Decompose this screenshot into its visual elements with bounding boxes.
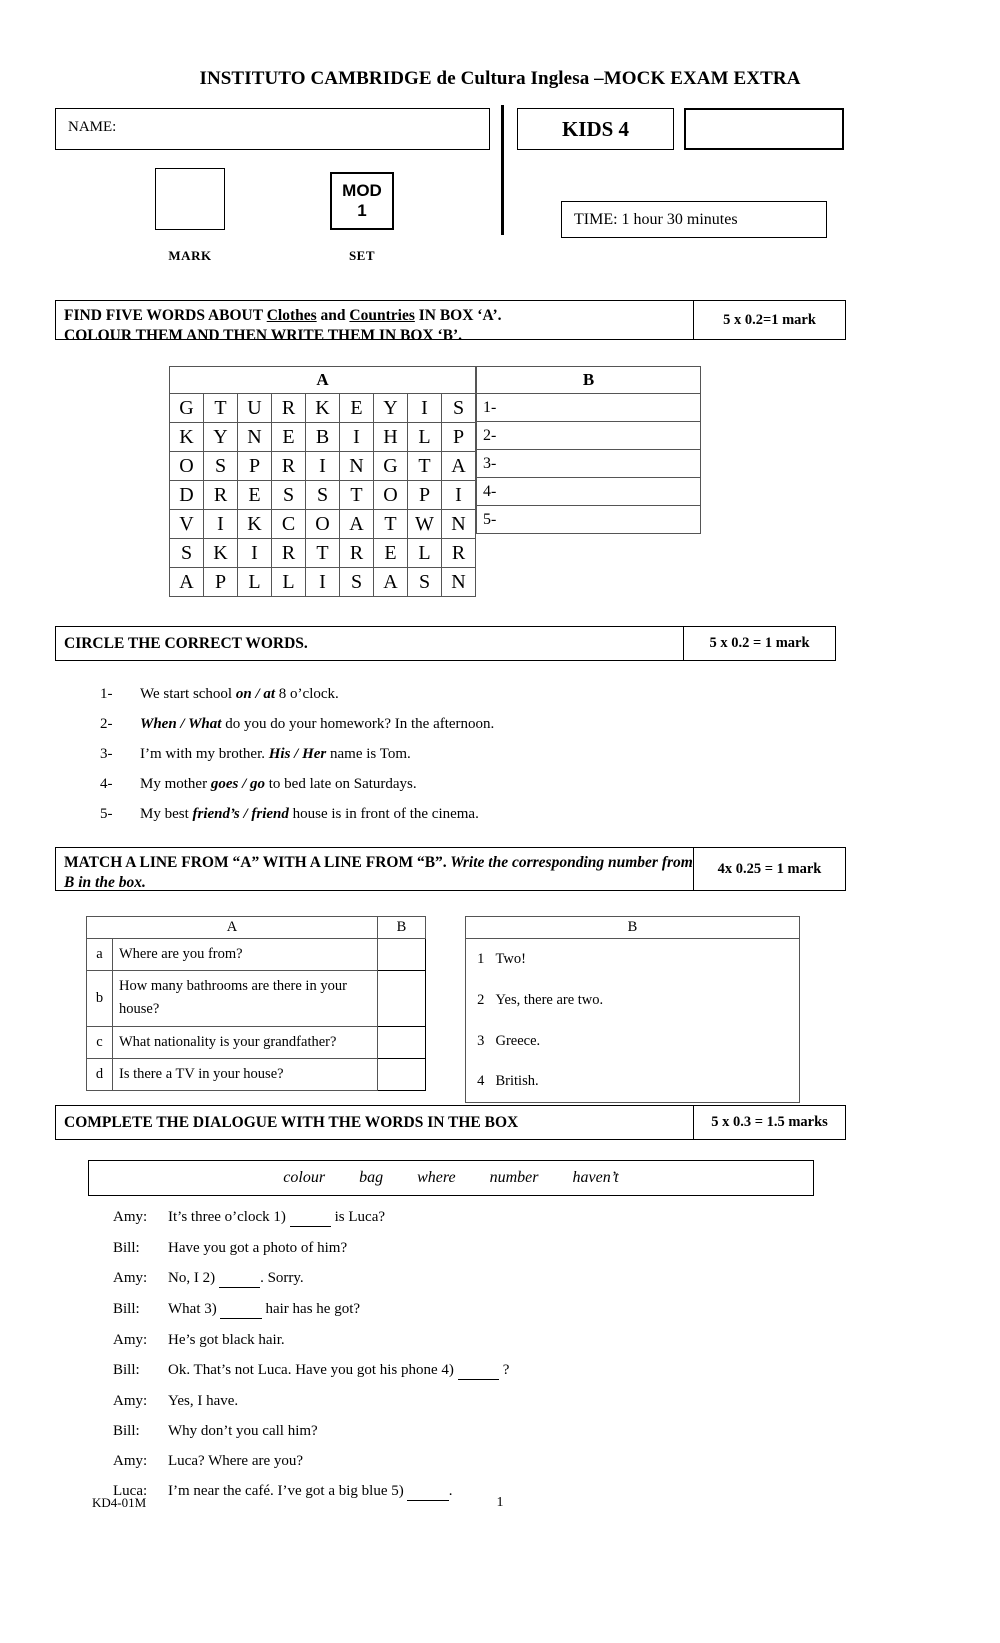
match-option-text: Greece. xyxy=(496,1021,800,1062)
word-search-cell[interactable]: E xyxy=(238,481,272,510)
word-search-cell[interactable]: A xyxy=(442,452,476,481)
dialogue-speaker: Bill: xyxy=(113,1240,140,1256)
word-search-row xyxy=(170,481,476,510)
dialogue-text-before: Have you got a photo of him? xyxy=(168,1240,348,1256)
word-search-cell[interactable]: T xyxy=(408,452,442,481)
dialogue-line xyxy=(113,1239,913,1257)
level-label: KIDS 4 xyxy=(561,116,630,141)
circle-item xyxy=(100,805,800,823)
box-b-row[interactable] xyxy=(477,478,701,506)
word-search-cell[interactable]: G xyxy=(170,394,204,423)
ex1-line1-part-e: IN BOX ‘A’. xyxy=(414,307,502,324)
dialogue-text-before: Luca? Where are you? xyxy=(168,1453,304,1469)
table-row xyxy=(87,939,426,971)
word-search-cell[interactable]: P xyxy=(238,452,272,481)
word-search-cell[interactable]: V xyxy=(170,510,204,539)
box-b-row[interactable] xyxy=(477,422,701,450)
dialogue-line xyxy=(113,1422,913,1440)
dialogue-text-before: What 3) xyxy=(168,1301,221,1317)
dialogue-speaker: Amy: xyxy=(113,1453,148,1469)
word-search-cell[interactable]: K xyxy=(170,423,204,452)
word-search-cell[interactable]: N xyxy=(442,568,476,597)
box-b-answer-line[interactable]: 5- xyxy=(477,506,701,534)
mark-caption: MARK xyxy=(168,248,212,263)
word-search-cell[interactable]: A xyxy=(340,510,374,539)
match-table-b-container xyxy=(465,916,800,1103)
box-b-table[interactable] xyxy=(476,366,701,534)
dialogue-text-after: is Luca? xyxy=(330,1209,386,1225)
word-search-cell[interactable]: Y xyxy=(204,423,238,452)
dialogue-line xyxy=(113,1331,913,1349)
circle-item-before: We start school xyxy=(140,686,236,702)
word-search-cell[interactable]: L xyxy=(238,568,272,597)
word-search-cell[interactable]: N xyxy=(238,423,272,452)
match-row-letter: c xyxy=(87,1026,113,1058)
word-search-cell[interactable]: Y xyxy=(374,394,408,423)
match-option-number: 1 xyxy=(466,939,496,980)
word-search-cell[interactable]: S xyxy=(408,568,442,597)
word-search-cell[interactable]: G xyxy=(374,452,408,481)
word-search-cell[interactable]: I xyxy=(408,394,442,423)
circle-item-choice[interactable]: When / What xyxy=(140,716,222,732)
table-row xyxy=(466,939,800,980)
box-b-container xyxy=(476,366,701,534)
dialogue-text xyxy=(168,1269,304,1288)
header-vertical-divider xyxy=(501,105,504,235)
dialogue-text xyxy=(168,1392,238,1410)
level-box xyxy=(517,108,674,150)
exercise-2-items xyxy=(100,685,800,835)
word-search-cell[interactable]: S xyxy=(340,568,374,597)
exercise-2-marks: 5 x 0.2 = 1 mark xyxy=(683,627,835,660)
ex3-instruction-italic: Write the corresponding number from B in the box. xyxy=(64,854,693,891)
match-table-a-container xyxy=(86,916,426,1091)
dialogue-text xyxy=(168,1208,385,1227)
exercise-1-instruction-bar xyxy=(55,300,846,344)
word-search-cell[interactable]: R xyxy=(442,539,476,568)
word-search-cell[interactable]: I xyxy=(204,510,238,539)
circle-item-choice[interactable]: His / Her xyxy=(268,746,327,762)
circle-item xyxy=(100,685,800,703)
dialogue-speaker: Amy: xyxy=(113,1209,148,1225)
circle-item-text xyxy=(140,775,417,793)
circle-item xyxy=(100,715,800,733)
word-search-row xyxy=(170,423,476,452)
word-search-body xyxy=(170,394,476,597)
dialogue-text xyxy=(168,1331,285,1349)
circle-item-text xyxy=(140,745,411,763)
word-search-cell[interactable]: W xyxy=(408,510,442,539)
word-search-cell[interactable]: R xyxy=(272,539,306,568)
box-b-row[interactable] xyxy=(477,394,701,422)
match-row-letter: b xyxy=(87,971,113,1026)
match-table-b-header: B xyxy=(466,917,800,939)
word-search-cell[interactable]: A xyxy=(374,568,408,597)
circle-item-before: My mother xyxy=(140,776,211,792)
ex1-keyword-countries: Countries xyxy=(349,307,415,324)
match-row-question: Where are you from? xyxy=(113,939,378,971)
circle-item-after: do you do your homework? In the afternoon. xyxy=(221,716,495,732)
circle-item-after: to bed late on Saturdays. xyxy=(265,776,417,792)
word-search-cell[interactable]: I xyxy=(238,539,272,568)
circle-item-after: 8 o’clock. xyxy=(275,686,339,702)
match-option-number: 2 xyxy=(466,980,496,1021)
dialogue-speaker: Bill: xyxy=(113,1423,140,1439)
name-label: NAME: xyxy=(68,119,117,135)
match-row-answer-box[interactable] xyxy=(378,939,426,971)
match-row-letter: a xyxy=(87,939,113,971)
word-search-cell[interactable]: E xyxy=(272,423,306,452)
match-option-number: 3 xyxy=(466,1021,496,1062)
exercise-1-marks: 5 x 0.2=1 mark xyxy=(693,301,845,339)
dialogue-line xyxy=(113,1208,913,1227)
dialogue-text xyxy=(168,1361,509,1380)
dialogue-speaker: Bill: xyxy=(113,1301,140,1317)
footer-page-number: 1 xyxy=(496,1495,504,1510)
table-row xyxy=(87,1058,426,1090)
mod-box xyxy=(330,172,394,230)
word-search-cell[interactable]: S xyxy=(170,539,204,568)
match-row-answer-box[interactable] xyxy=(378,971,426,1026)
match-row-answer-box[interactable] xyxy=(378,1058,426,1090)
word-search-cell[interactable]: L xyxy=(408,539,442,568)
word-search-cell[interactable]: N xyxy=(340,452,374,481)
word-search-row xyxy=(170,539,476,568)
time-label: TIME: 1 hour 30 minutes xyxy=(574,210,738,228)
dialogue-speaker: Amy: xyxy=(113,1270,148,1286)
ex1-line1-part-a: FIND FIVE WORDS ABOUT xyxy=(64,307,267,324)
dialogue-blank[interactable] xyxy=(219,1269,260,1288)
word-search-cell[interactable]: R xyxy=(272,452,306,481)
dialogue-blank[interactable] xyxy=(458,1361,499,1380)
word-search-header: A xyxy=(170,367,476,394)
circle-item-number: 4- xyxy=(100,776,113,792)
word-search-cell[interactable]: H xyxy=(374,423,408,452)
table-row xyxy=(466,980,800,1021)
word-search-cell[interactable]: D xyxy=(170,481,204,510)
word-search-cell[interactable]: I xyxy=(306,568,340,597)
dialogue-speaker: Bill: xyxy=(113,1362,140,1378)
circle-item-before: My best xyxy=(140,806,193,822)
circle-item-choice[interactable]: on / at xyxy=(235,686,276,702)
box-b-answer-line[interactable]: 3- xyxy=(477,450,701,478)
word-search-cell[interactable]: O xyxy=(374,481,408,510)
document-title: INSTITUTO CAMBRIDGE de Cultura Inglesa –MOCK EXAM EXTRA xyxy=(199,68,801,89)
box-b-row[interactable] xyxy=(477,450,701,478)
circle-item-number: 3- xyxy=(100,746,113,762)
dialogue-list xyxy=(113,1208,913,1513)
word-search-grid[interactable] xyxy=(169,366,476,597)
word-search-cell[interactable]: E xyxy=(374,539,408,568)
ex1-line2: COLOUR THEM AND THEN WRITE THEM IN BOX ‘B’. xyxy=(64,326,463,344)
dialogue-text-before: Why don’t you call him? xyxy=(168,1423,318,1439)
match-option-number: 4 xyxy=(466,1062,496,1103)
match-option-text: Two! xyxy=(496,939,800,980)
score-box[interactable] xyxy=(684,108,844,150)
word-search-cell[interactable]: R xyxy=(272,394,306,423)
circle-item-choice[interactable]: friend’s / friend xyxy=(192,806,289,822)
set-caption: SET xyxy=(348,248,376,263)
circle-item-after: house is in front of the cinema. xyxy=(288,806,479,822)
match-table-b xyxy=(465,916,800,1103)
match-table-a-answer-header: B xyxy=(378,917,426,939)
dialogue-speaker: Amy: xyxy=(113,1332,148,1348)
word-search-cell[interactable]: S xyxy=(442,394,476,423)
word-search-cell[interactable]: I xyxy=(442,481,476,510)
exercise-2-instruction-bar xyxy=(55,626,836,661)
exercise-4-instruction-text: COMPLETE THE DIALOGUE WITH THE WORDS IN THE BOX xyxy=(64,1113,519,1131)
match-option-text: Yes, there are two. xyxy=(496,980,800,1021)
table-row xyxy=(466,1062,800,1103)
circle-item-number: 5- xyxy=(100,806,113,822)
match-option-text: British. xyxy=(496,1062,800,1103)
word-search-cell[interactable]: T xyxy=(340,481,374,510)
circle-item-text xyxy=(140,805,479,823)
dialogue-line xyxy=(113,1361,913,1380)
word-search-cell[interactable]: R xyxy=(340,539,374,568)
circle-item-number: 2- xyxy=(100,716,113,732)
circle-item-choice[interactable]: goes / go xyxy=(210,776,265,792)
mod-number: 1 xyxy=(357,201,367,220)
word-search-cell[interactable]: I xyxy=(306,452,340,481)
circle-item-number: 1- xyxy=(100,686,113,702)
exercise-3-instruction-text xyxy=(56,848,693,890)
dialogue-text-before: It’s three o’clock 1) xyxy=(168,1209,290,1225)
word-bank-word[interactable]: bag xyxy=(359,1169,384,1186)
word-search-cell[interactable]: S xyxy=(204,452,238,481)
box-b-answer-line[interactable]: 4- xyxy=(477,478,701,506)
word-search-cell[interactable]: T xyxy=(374,510,408,539)
word-search-cell[interactable]: P xyxy=(204,568,238,597)
word-search-container xyxy=(169,366,476,597)
circle-item xyxy=(100,775,800,793)
dialogue-text-before: Ok. That’s not Luca. Have you got his phone 4) xyxy=(168,1362,458,1378)
word-bank xyxy=(88,1160,814,1196)
exercise-1-instruction-text xyxy=(56,301,693,344)
word-search-cell[interactable]: R xyxy=(204,481,238,510)
word-search-cell[interactable]: L xyxy=(272,568,306,597)
dialogue-text-after: . Sorry. xyxy=(260,1270,304,1286)
exercise-4-instruction-bar xyxy=(55,1105,846,1140)
word-search-cell[interactable]: P xyxy=(442,423,476,452)
box-b-answer-line[interactable]: 1- xyxy=(477,394,701,422)
time-box xyxy=(561,201,827,238)
word-search-row xyxy=(170,394,476,423)
word-search-cell[interactable]: L xyxy=(408,423,442,452)
word-search-cell[interactable]: A xyxy=(170,568,204,597)
dialogue-text xyxy=(168,1239,347,1257)
word-search-cell[interactable]: C xyxy=(272,510,306,539)
word-bank-word[interactable]: colour xyxy=(283,1169,326,1186)
dialogue-text xyxy=(168,1300,360,1319)
table-row xyxy=(466,1021,800,1062)
ex1-line1-part-c: and xyxy=(316,307,350,324)
exercise-2-instruction-text: CIRCLE THE CORRECT WORDS. xyxy=(64,634,308,652)
ex1-keyword-clothes: Clothes xyxy=(266,307,317,324)
word-search-row xyxy=(170,452,476,481)
dialogue-text-after: hair has he got? xyxy=(261,1301,361,1317)
word-search-row xyxy=(170,568,476,597)
exercise-4-marks: 5 x 0.3 = 1.5 marks xyxy=(693,1106,845,1139)
mod-label: MOD xyxy=(342,181,382,201)
word-search-cell[interactable]: T xyxy=(306,539,340,568)
box-b-row[interactable] xyxy=(477,506,701,534)
word-search-cell[interactable]: T xyxy=(204,394,238,423)
match-table-a-body xyxy=(87,939,426,1091)
word-search-cell[interactable]: B xyxy=(306,423,340,452)
footer-code: KD4-01M xyxy=(92,1495,147,1510)
word-search-cell[interactable]: K xyxy=(204,539,238,568)
dialogue-line xyxy=(113,1269,913,1288)
dialogue-text-before: No, I 2) xyxy=(168,1270,219,1286)
match-row-question: Is there a TV in your house? xyxy=(113,1058,378,1090)
dialogue-speaker: Amy: xyxy=(113,1393,148,1409)
table-row xyxy=(87,1026,426,1058)
word-bank-word[interactable]: where xyxy=(417,1169,456,1186)
dialogue-text xyxy=(168,1422,318,1440)
word-search-cell[interactable]: S xyxy=(306,481,340,510)
mark-box[interactable] xyxy=(155,168,225,230)
word-search-cell[interactable]: N xyxy=(442,510,476,539)
word-search-cell[interactable]: S xyxy=(272,481,306,510)
dialogue-blank[interactable] xyxy=(290,1208,331,1227)
match-row-answer-box[interactable] xyxy=(378,1026,426,1058)
word-search-cell[interactable]: K xyxy=(306,394,340,423)
match-row-question: How many bathrooms are there in your house? xyxy=(113,971,378,1026)
dialogue-blank[interactable] xyxy=(220,1300,261,1319)
dialogue-line xyxy=(113,1392,913,1410)
word-search-cell[interactable]: O xyxy=(170,452,204,481)
box-b-header: B xyxy=(477,367,701,394)
word-search-row xyxy=(170,510,476,539)
dialogue-text-before: Yes, I have. xyxy=(168,1393,239,1409)
word-search-cell[interactable]: U xyxy=(238,394,272,423)
word-bank-word[interactable]: haven’t xyxy=(572,1169,619,1186)
dialogue-text-after: ? xyxy=(498,1362,510,1378)
match-table-b-body xyxy=(466,939,800,1103)
name-field[interactable] xyxy=(55,108,490,150)
box-b-answer-line[interactable]: 2- xyxy=(477,422,701,450)
dialogue-line xyxy=(113,1452,913,1470)
dialogue-text-after: . xyxy=(448,1483,453,1499)
circle-item-after: name is Tom. xyxy=(326,746,411,762)
dialogue-speaker: Luca: xyxy=(113,1483,148,1499)
ex3-instruction-bold: MATCH A LINE FROM “A” WITH A LINE FROM “B”. xyxy=(64,854,447,871)
match-table-a xyxy=(86,916,426,1091)
exercise-3-marks: 4x 0.25 = 1 mark xyxy=(693,848,845,890)
box-b-body xyxy=(477,394,701,534)
match-row-letter: d xyxy=(87,1058,113,1090)
circle-item-text xyxy=(140,715,494,733)
word-search-cell[interactable]: P xyxy=(408,481,442,510)
dialogue-text-before: He’s got black hair. xyxy=(168,1332,285,1348)
word-search-cell[interactable]: O xyxy=(306,510,340,539)
match-table-a-header: A xyxy=(87,917,378,939)
dialogue-text-before: I’m near the café. I’ve got a big blue 5) xyxy=(168,1483,408,1499)
dialogue-line xyxy=(113,1300,913,1319)
exercise-3-instruction-bar xyxy=(55,847,846,891)
word-search-cell[interactable]: K xyxy=(238,510,272,539)
circle-item-text xyxy=(140,685,339,703)
circle-item-before: I’m with my brother. xyxy=(140,746,269,762)
match-row-question: What nationality is your grandfather? xyxy=(113,1026,378,1058)
word-search-cell[interactable]: E xyxy=(340,394,374,423)
dialogue-text xyxy=(168,1452,303,1470)
circle-item xyxy=(100,745,800,763)
table-row xyxy=(87,971,426,1026)
word-search-cell[interactable]: I xyxy=(340,423,374,452)
word-bank-word[interactable]: number xyxy=(489,1169,539,1186)
